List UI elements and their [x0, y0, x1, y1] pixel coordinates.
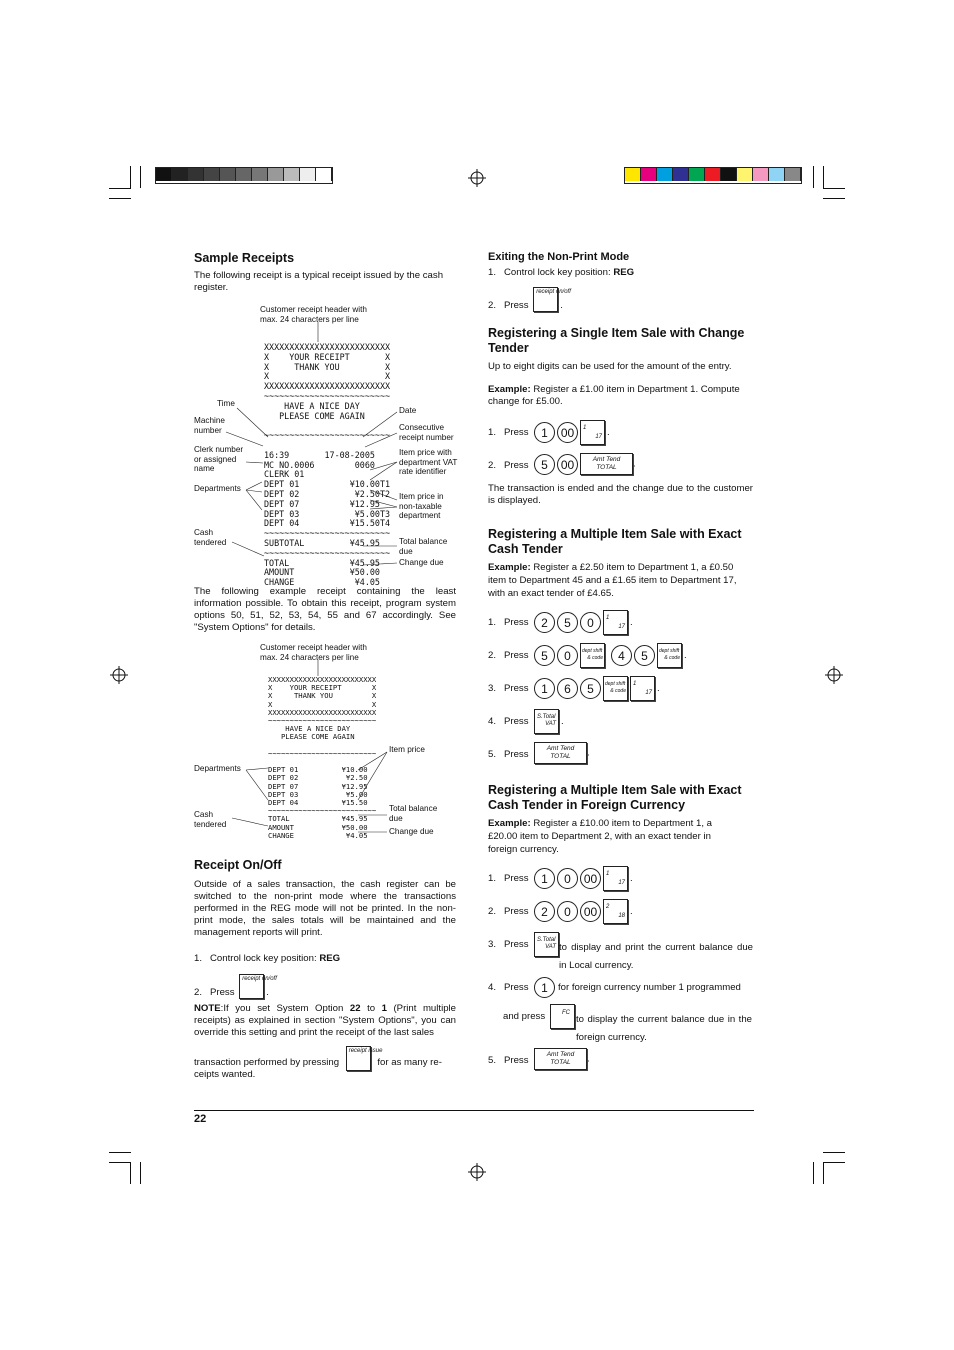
fc-key[interactable]: FC [550, 1004, 575, 1029]
receipt2-line: ~~~~~~~~~~~~~~~~~~~~~~~~~ [268, 716, 377, 726]
color-swatch [300, 168, 316, 181]
receipt1-header-caption: Customer receipt header with max. 24 characters per line [260, 305, 367, 324]
receipt1-line: PLEASE COME AGAIN [264, 410, 365, 421]
receipt1-line: ~~~~~~~~~~~~~~~~~~~~~~~~~ [264, 430, 391, 441]
receipt1-line: SUBTOTAL ¥45.95 [264, 537, 380, 548]
receipt-onoff-text: Outside of a sales transaction, the cash register can be switched to the non-print mode where the transactions performed in the REG mode will not be printed. In the non-print mode, the sales totals will be maintained and the management reports will print. [194, 879, 456, 938]
dept-1-17-key[interactable]: 1 17 [580, 420, 605, 445]
amt-tend-total-key[interactable]: Amt Tend TOTAL [534, 742, 587, 764]
color-swatch [220, 168, 236, 181]
stotal-vat-key[interactable]: S.Total VAT [534, 932, 559, 957]
multi-step-1: 1. Press 2 5 0 1 17 . [488, 617, 529, 629]
label-non-taxable: Item price in non-taxable department [399, 492, 444, 520]
receipt2-line: XXXXXXXXXXXXXXXXXXXXXXXXX [268, 707, 377, 717]
example-receipt-intro: The following example receipt containing the least information possible. To obtain this receipt, program system options 50, 51, 52, 53, 54, 55 and 67 accordingly. See "System Options" for details. [194, 586, 456, 633]
receipt2-line: ~~~~~~~~~~~~~~~~~~~~~~~~~ [268, 748, 377, 758]
label-consecutive: Consecutive receipt number [399, 423, 454, 442]
dept-1-17-key[interactable]: 1 17 [630, 676, 655, 701]
foreign-example: Example: Register a £10.00 item to Department 1, a £20.00 item to Department 2, with an exact tender in foreign currency. [488, 818, 712, 855]
color-swatch [721, 168, 737, 181]
receipt2-line: TOTAL ¥45.95 [268, 814, 368, 824]
footer-rule [194, 1110, 754, 1111]
receipt1-line: X X [264, 371, 391, 382]
multi-step-2: 2. Press 5 0 dept shift & code 4 5 dept shift & code . [488, 650, 529, 662]
label-vat-id: Item price with department VAT rate identifier [399, 448, 458, 476]
receipt-sample-1 [264, 342, 391, 588]
color-swatch [785, 168, 801, 181]
color-swatch [657, 168, 673, 181]
color-swatch [737, 168, 753, 181]
label-departments: Departments [194, 484, 241, 493]
section-title-single-item: Registering a Single Item Sale with Change Tender [488, 326, 745, 355]
color-swatch [689, 168, 705, 181]
exit-step-2: 2. Press receipt on/off . [488, 289, 571, 312]
label-cash-tendered: Cash tendered [194, 528, 227, 547]
color-swatch [284, 168, 300, 181]
page-number: 22 [194, 1113, 207, 1125]
key-1[interactable]: 1 [534, 422, 555, 443]
receipt1-line: HAVE A NICE DAY [264, 400, 360, 411]
label-cash-tendered-2: Cash tendered [194, 810, 227, 829]
receipt2-line: HAVE A NICE DAY [268, 724, 351, 734]
color-swatch [705, 168, 721, 181]
single-result: The transaction is ended and the change due to the customer is displayed. [488, 483, 753, 506]
multi-step-5: 5. Press Amt Tend TOTAL . [488, 749, 529, 761]
cmyk-color-bar [624, 167, 802, 184]
receipt1-line: X YOUR RECEIPT X [264, 351, 391, 362]
receipt1-line: DEPT 02 ¥2.50T2 [264, 488, 391, 499]
amt-tend-total-key[interactable]: Amt Tend TOTAL [580, 453, 633, 475]
section-title-exit-nonprint: Exiting the Non-Print Mode [488, 251, 630, 263]
receipt1-line: DEPT 03 ¥5.00T3 [264, 508, 391, 519]
receipt1-line: ~~~~~~~~~~~~~~~~~~~~~~~~~ [264, 547, 391, 558]
note-line-2: transaction performed by pressing receipt issue for as many re- [194, 1050, 442, 1075]
single-intro: Up to eight digits can be used for the amount of the entry. [488, 361, 732, 372]
receipt1-line: TOTAL ¥45.95 [264, 557, 380, 568]
label-machine-number: Machine number [194, 416, 225, 435]
color-swatch [236, 168, 252, 181]
multi-step-4: 4. Press S.Total VAT . [488, 716, 529, 728]
receipt2-line: X THANK YOU X [268, 691, 377, 701]
receipt2-header-caption: Customer receipt header with max. 24 characters per line [260, 643, 367, 662]
color-swatch [673, 168, 689, 181]
label-change-due: Change due [399, 558, 444, 567]
note-line-3: ceipts wanted. [194, 1069, 256, 1080]
section-title-sample-receipts: Sample Receipts [194, 251, 295, 265]
receipt2-line: X X [268, 699, 377, 709]
label-change-due-2: Change due [389, 827, 434, 836]
receipt1-line: 16:39 17-08-2005 [264, 449, 375, 460]
receipt2-line: DEPT 01 ¥10.00 [268, 765, 368, 775]
receipt-sample-2 [268, 675, 377, 840]
receipt2-line: X YOUR RECEIPT X [268, 683, 377, 693]
foreign-step-5: 5. Press Amt Tend TOTAL . [488, 1055, 529, 1067]
color-swatch [625, 168, 641, 181]
single-step-1: 1. Press 1 00 1 17 . [488, 427, 529, 439]
sample-intro: The following receipt is a typical receipt issued by the cash register. [194, 270, 444, 293]
foreign-step-1: 1. Press 1 0 00 1 17 . [488, 873, 529, 885]
receipt1-line: AMOUNT ¥50.00 [264, 567, 380, 578]
label-clerk: Clerk number or assigned name [194, 445, 244, 473]
onoff-step-2: 2. Press receipt on/off . [194, 976, 277, 999]
section-title-foreign-currency: Registering a Multiple Item Sale with Exact Cash Tender in Foreign Currency [488, 783, 742, 812]
multi-example: Example: Register a £2.50 item to Department 1, a £0.50 item to Department 45 and a £1.65 item to Department 17, with an exact tender of £4.65. [488, 562, 737, 599]
note-text: NOTE:If you set System Option 22 to 1 (Print multiple receipts) as explained in section "System Options", you can override this setting and print the receipt of the last sales [194, 1003, 457, 1038]
receipt2-line: DEPT 03 ¥5.00 [268, 789, 368, 799]
section-title-multiple-item: Registering a Multiple Item Sale with Exact Cash Tender [488, 527, 742, 556]
dept-shift-key[interactable]: dept shift & code [657, 643, 682, 668]
dept-2-18-key[interactable]: 2 18 [603, 899, 628, 924]
receipt2-line: XXXXXXXXXXXXXXXXXXXXXXXXX [268, 675, 377, 684]
receipt2-line: CHANGE ¥4.05 [268, 830, 368, 840]
foreign-step-3: 3. Press S.Total VAT to display and print the current balance due in Local currency. [488, 939, 529, 951]
receipt1-line: CHANGE ¥4.05 [264, 577, 380, 588]
receipt2-line: DEPT 07 ¥12.95 [268, 781, 368, 791]
dept-1-17-key[interactable]: 1 17 [603, 610, 628, 635]
exit-step-1: 1. Control lock key position: REG [488, 267, 635, 278]
foreign-step-4b: and press FC to display the current balance due in the foreign currency. [503, 1011, 545, 1023]
single-step-2: 2. Press 5 00 Amt Tend TOTAL . [488, 460, 529, 472]
stotal-vat-key[interactable]: S.Total VAT [534, 709, 559, 734]
color-swatch [204, 168, 220, 181]
color-swatch [753, 168, 769, 181]
label-departments-2: Departments [194, 764, 241, 773]
key-00[interactable]: 00 [557, 454, 578, 475]
receipt2-line: AMOUNT ¥50.00 [268, 822, 368, 832]
receipt1-line: CLERK 01 [264, 469, 305, 480]
receipt2-line: DEPT 04 ¥15.50 [268, 798, 368, 808]
receipt1-line: ~~~~~~~~~~~~~~~~~~~~~~~~~ [264, 528, 391, 539]
label-date: Date [399, 406, 417, 415]
amt-tend-total-key[interactable]: Amt Tend TOTAL [534, 1048, 587, 1070]
section-title-receipt-onoff: Receipt On/Off [194, 858, 282, 872]
dept-shift-key[interactable]: dept shift & code [603, 676, 628, 701]
key-00[interactable]: 00 [557, 422, 578, 443]
color-swatch [268, 168, 284, 181]
color-swatch [641, 168, 657, 181]
foreign-step-2: 2. Press 2 0 00 2 18 . [488, 906, 529, 918]
receipt1-line: DEPT 01 ¥10.00T1 [264, 479, 391, 490]
receipt1-line: DEPT 07 ¥12.95 [264, 498, 380, 509]
receipt1-line: ~~~~~~~~~~~~~~~~~~~~~~~~~ [264, 390, 391, 401]
color-swatch [252, 168, 268, 181]
onoff-step-1: 1. Control lock key position: REG [194, 953, 341, 964]
receipt1-line: X THANK YOU X [264, 361, 391, 372]
multi-step-3: 3. Press 1 6 5 dept shift & code 1 17 . [488, 683, 529, 695]
key-5[interactable]: 5 [534, 454, 555, 475]
receipt1-line: DEPT 04 ¥15.50T4 [264, 518, 391, 529]
single-example: Example: Register a £1.00 item in Department 1. Compute change for £5.00. [488, 384, 740, 407]
receipt2-line: ~~~~~~~~~~~~~~~~~~~~~~~~~ [268, 806, 377, 816]
receipt1-line: XXXXXXXXXXXXXXXXXXXXXXXXX [264, 381, 391, 392]
label-total-due-2: Total balance due [389, 804, 438, 823]
receipt-issue-key[interactable]: receipt issue [346, 1046, 371, 1071]
label-total-due: Total balance due [399, 537, 448, 556]
grayscale-bar [155, 167, 333, 184]
receipt-onoff-key[interactable]: receipt on/off [239, 974, 264, 999]
label-item-price: Item price [389, 745, 425, 754]
receipt2-line: PLEASE COME AGAIN [268, 732, 355, 742]
color-swatch [316, 168, 332, 181]
receipt1-line: MC NO.0006 0060 [264, 459, 375, 470]
color-swatch [156, 168, 172, 181]
dept-1-17-key[interactable]: 1 17 [603, 866, 628, 891]
color-swatch [172, 168, 188, 181]
color-swatch [769, 168, 785, 181]
receipt-onoff-key[interactable]: receipt on/off [533, 287, 558, 312]
label-time: Time [217, 399, 235, 408]
color-swatch [188, 168, 204, 181]
receipt2-line: DEPT 02 ¥2.50 [268, 773, 368, 783]
foreign-step-4: 4. Press 1 for foreign currency number 1 programmed [488, 982, 529, 994]
dept-shift-key[interactable]: dept shift & code [580, 643, 605, 668]
receipt1-line: XXXXXXXXXXXXXXXXXXXXXXXXX [264, 342, 391, 352]
